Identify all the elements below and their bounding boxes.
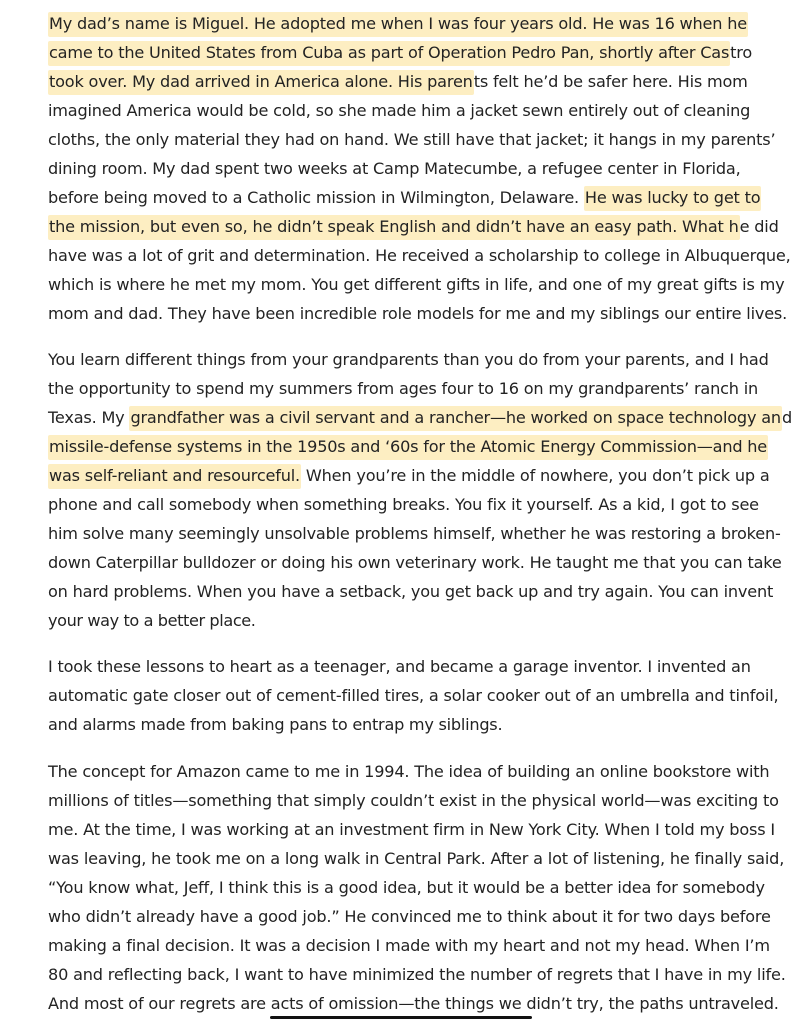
text-line: down Caterpillar bulldozer or doing his own veterinary work. He taught me that you can take [48, 553, 782, 572]
text-line: millions of titles—something that simply couldn’t exist in the physical world—was exciting to [48, 791, 779, 810]
text-line: before being moved to a Catholic mission in Wilmington, Delaware. He was lucky to get to [48, 183, 804, 212]
text-line: was self-reliant and resourceful. When you’re in the middle of nowhere, you don’t pick up a [48, 461, 804, 490]
text-line: the opportunity to spend my summers from ages four to 16 on my grandparents’ ranch in [48, 379, 759, 398]
paragraph-3 [48, 652, 804, 739]
text-line: imagined America would be cold, so she made him a jacket sewn entirely out of cleaning [48, 101, 751, 120]
highlight[interactable]: grandfather was a civil servant and a rancher—he worked on space technology an [129, 406, 782, 431]
text-line: have was a lot of grit and determination. He received a scholarship to college in Albuquerque, [48, 246, 791, 265]
highlight[interactable]: missile-defense systems in the 1950s and ‘60s for the Atomic Energy Commission—and he [48, 435, 768, 460]
text-line: And most of our regrets are acts of omission—the things we didn’t try, the paths untraveled. [48, 994, 779, 1013]
text-line: and alarms made from baking pans to entrap my siblings. [48, 715, 503, 734]
text-line: was leaving, he took me on a long walk in Central Park. After a lot of listening, he finally said, [48, 849, 785, 868]
text-line: which is where he met my mom. You get different gifts in life, and one of my great gifts is my [48, 275, 785, 294]
text-line [48, 432, 804, 461]
highlight[interactable]: the mission, but even so, he didn’t speak English and didn’t have an easy path. What h [48, 215, 740, 240]
paragraph-1 [48, 9, 804, 328]
paragraph-4 [48, 757, 804, 1018]
text-line: came to the United States from Cuba as part of Operation Pedro Pan, shortly after Castro [48, 38, 804, 67]
text-line: automatic gate closer out of cement-filled tires, a solar cooker out of an umbrella and tinfoil, [48, 686, 779, 705]
text-line: mom and dad. They have been incredible role models for me and my siblings our entire lives. [48, 304, 788, 323]
text-line: him solve many seemingly unsolvable problems himself, whether he was restoring a broken- [48, 524, 781, 543]
highlight[interactable]: My dad’s name is Miguel. He adopted me when I was four years old. He was 16 when he [48, 12, 748, 37]
text-line: who didn’t already have a good job.” He convinced me to think about it for two days before [48, 907, 771, 926]
text-line: I took these lessons to heart as a teenager, and became a garage inventor. I invented an [48, 657, 751, 676]
paragraph-2 [48, 345, 804, 635]
text-line: Texas. My grandfather was a civil servant and a rancher—he worked on space technology and [48, 403, 804, 432]
text-line: cloths, the only material they had on hand. We still have that jacket; it hangs in my parents’ [48, 130, 776, 149]
highlight[interactable]: was self-reliant and resourceful. [48, 464, 301, 489]
text-line: The concept for Amazon came to me in 1994. The idea of building an online bookstore with [48, 762, 770, 781]
text-line: took over. My dad arrived in America alone. His parents felt he’d be safer here. His mom [48, 67, 804, 96]
text-line: me. At the time, I was working at an investment firm in New York City. When I told my boss I [48, 820, 775, 839]
text-line [48, 9, 804, 38]
text-line: You learn different things from your grandparents than you do from your parents, and I had [48, 350, 769, 369]
highlight[interactable]: took over. My dad arrived in America alone. His paren [48, 70, 474, 95]
text-line: 80 and reflecting back, I want to have minimized the number of regrets that I have in my life. [48, 965, 786, 984]
highlight[interactable]: came to the United States from Cuba as part of Operation Pedro Pan, shortly after Cas [48, 41, 730, 66]
text-line: on hard problems. When you have a setback, you get back up and try again. You can invent [48, 582, 774, 601]
text-line: phone and call somebody when something breaks. You fix it yourself. As a kid, I got to see [48, 495, 759, 514]
text-line: dining room. My dad spent two weeks at Camp Matecumbe, a refugee center in Florida, [48, 159, 741, 178]
text-line: “You know what, Jeff, I think this is a good idea, but it would be a better idea for somebody [48, 878, 765, 897]
text-line: the mission, but even so, he didn’t speak English and didn’t have an easy path. What he did [48, 212, 804, 241]
highlight[interactable]: He was lucky to get to [584, 186, 762, 211]
text-line: making a final decision. It was a decision I made with my heart and not my head. When I’m [48, 936, 770, 955]
text-selection-underline[interactable] [270, 1016, 532, 1019]
text-line: your way to a better place. [48, 611, 256, 630]
